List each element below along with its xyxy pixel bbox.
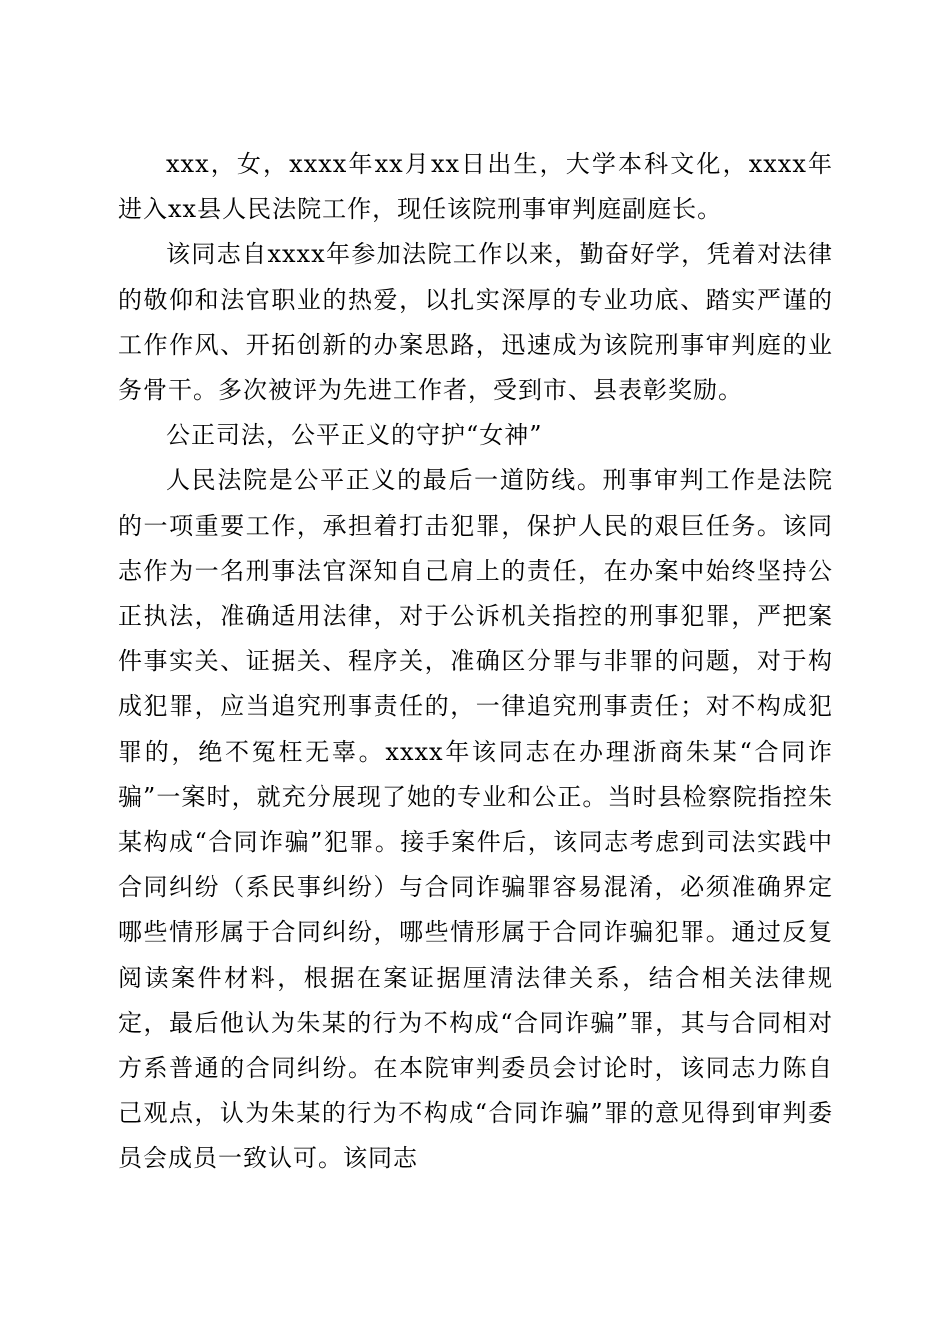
paragraph-career-summary: 该同志自xxxx年参加法院工作以来，勤奋好学，凭着对法律的敬仰和法官职业的热爱，以扎实深厚的专业功底、踏实严谨的工作作风、开拓创新的办案思路，迅速成为该院刑事审判庭的业务骨干。多次被评为先进工作者，受到市、县表彰奖励。 [118,240,833,405]
document-body [118,142,833,1182]
section-heading: 公正司法，公平正义的守护“女神” [166,421,543,450]
paragraph-personal-info: xxx，女，xxxx年xx月xx日出生，大学本科文化，xxxx年进入xx县人民法院工作，现任该院刑事审判庭副庭长。 [118,150,833,224]
paragraph-case-description: 人民法院是公平正义的最后一道防线。刑事审判工作是法院的一项重要工作，承担着打击犯罪，保护人民的艰巨任务。该同志作为一名刑事法官深知自己肩上的责任，在办案中始终坚持公正执法，准确适用法律，对于公诉机关指控的刑事犯罪，严把案件事实关、证据关、程序关，准确区分罪与非罪的问题，对于构成犯罪，应当追究刑事责任的，一律追究刑事责任；对不构成犯罪的，绝不冤枉无辜。xxxx年该同志在办理浙商朱某“合同诈骗”一案时，就充分展现了她的专业和公正。当时县检察院指控朱某构成“合同诈骗”犯罪。接手案件后，该同志考虑到司法实践中合同纠纷（系民事纠纷）与合同诈骗罪容易混淆，必须准确界定哪些情形属于合同纠纷，哪些情形属于合同诈骗犯罪。通过反复阅读案件材料，根据在案证据厘清法律关系，结合相关法律规定，最后他认为朱某的行为不构成“合同诈骗”罪，其与合同相对方系普通的合同纠纷。在本院审判委员会讨论时，该同志力陈自己观点，认为朱某的行为不构成“合同诈骗”罪的意见得到审判委员会成员一致认可。该同志 [118,466,833,1173]
